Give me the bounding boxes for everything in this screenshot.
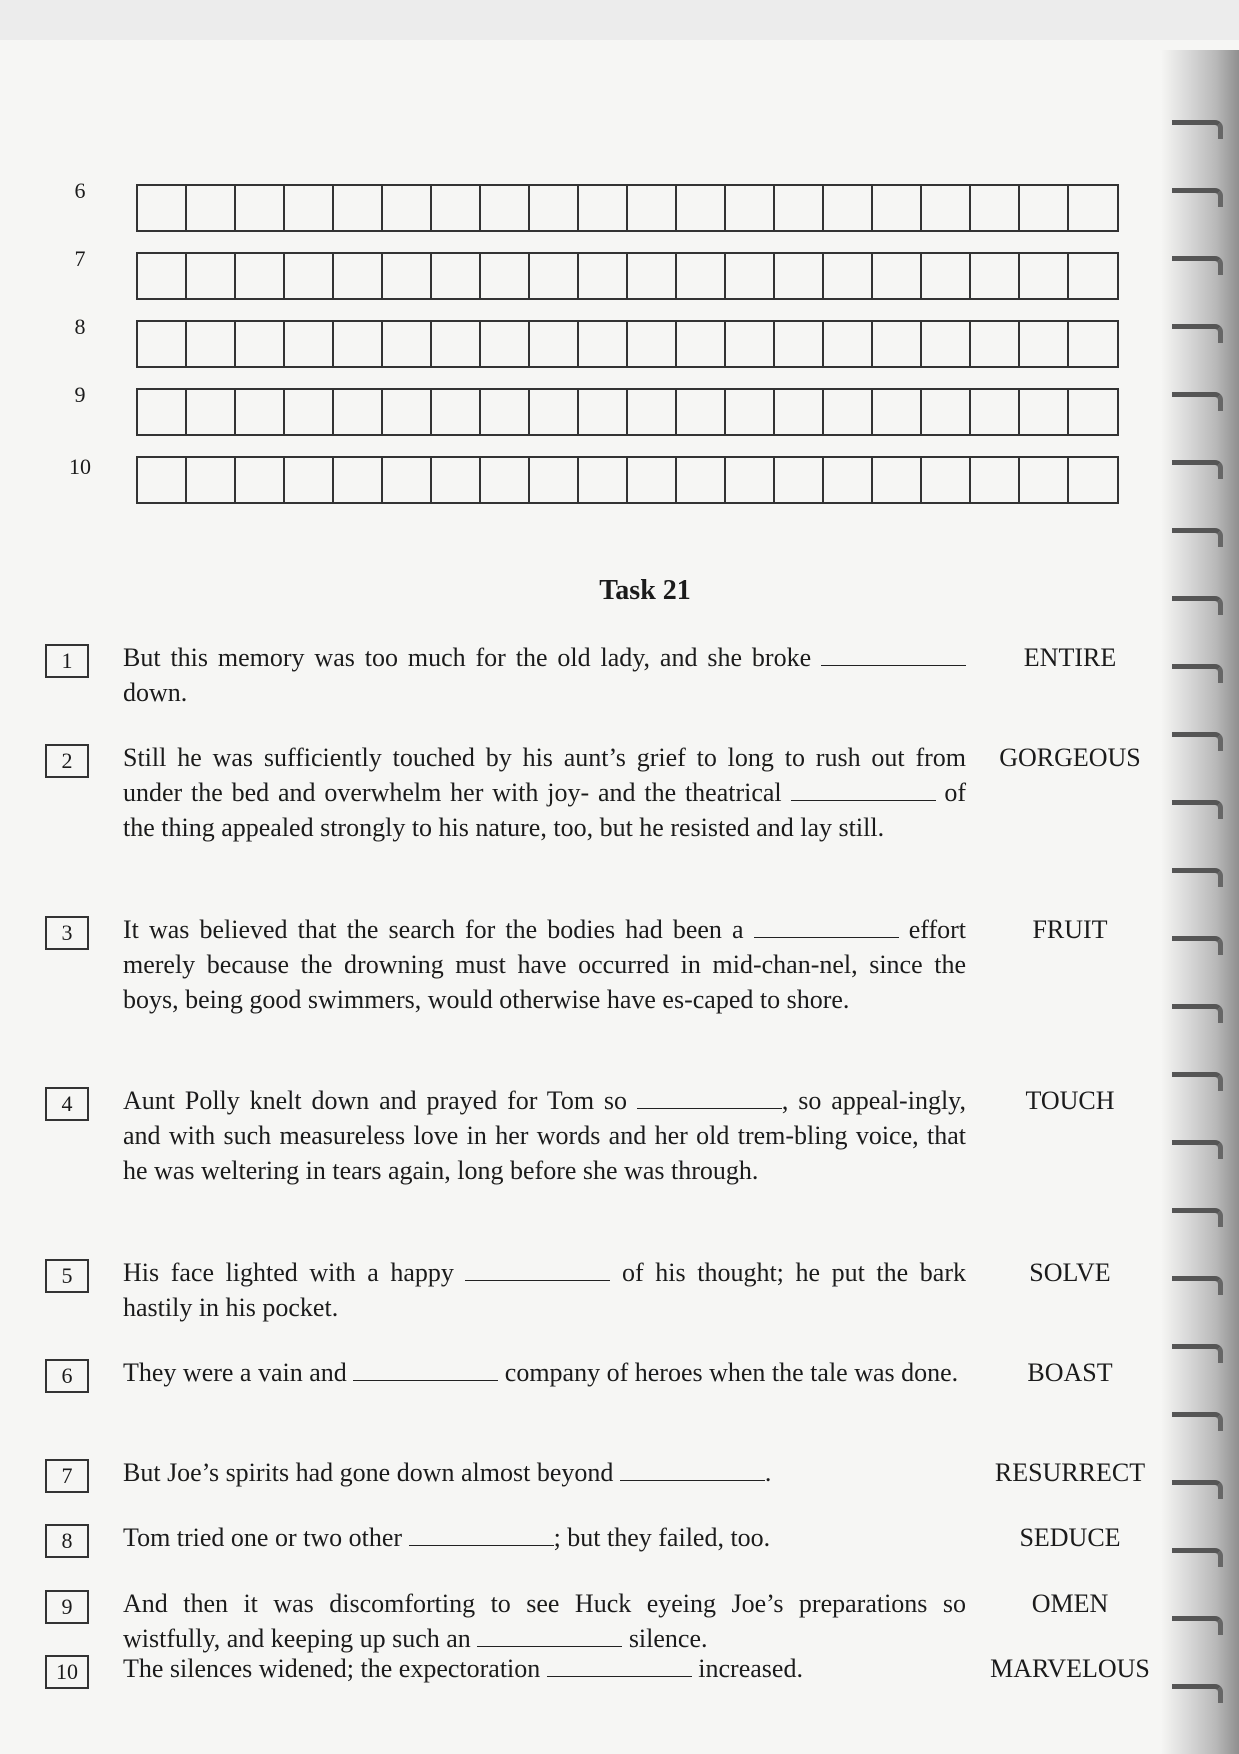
answer-cell[interactable] [922, 254, 971, 298]
answer-gap[interactable] [821, 645, 966, 666]
answer-cell[interactable] [530, 186, 579, 230]
answer-gap[interactable] [409, 1525, 554, 1546]
answer-cell[interactable] [726, 458, 775, 502]
answer-cell[interactable] [138, 186, 187, 230]
answer-row-number: 6 [74, 178, 86, 203]
answer-cell[interactable] [824, 390, 873, 434]
item-keyword: SOLVE [1029, 1258, 1111, 1287]
sentence-before-gap: Aunt Polly knelt down and prayed for Tom so [123, 1086, 637, 1115]
item-keyword: FRUIT [1032, 915, 1108, 944]
answer-cells [136, 320, 1119, 368]
answer-cell[interactable] [1069, 390, 1117, 434]
answer-cell[interactable] [530, 322, 579, 366]
answer-cell[interactable] [628, 186, 677, 230]
answer-cell[interactable] [138, 458, 187, 502]
answer-cell[interactable] [334, 458, 383, 502]
item-number: 10 [45, 1655, 89, 1689]
binding-ring [1172, 732, 1223, 751]
item-sentence [123, 1520, 966, 1555]
answer-cell[interactable] [187, 390, 236, 434]
item-keyword: RESURRECT [994, 1458, 1146, 1487]
answer-cell[interactable] [481, 390, 530, 434]
sentence-after-gap: of the thing appealed strongly to his nature, too, but he resisted and lay still. [123, 778, 966, 842]
answer-cell[interactable] [628, 458, 677, 502]
answer-cell[interactable] [1069, 254, 1117, 298]
answer-cell[interactable] [824, 322, 873, 366]
answer-cell[interactable] [383, 458, 432, 502]
answer-cell[interactable] [677, 254, 726, 298]
answer-cell[interactable] [1020, 254, 1069, 298]
item-number: 8 [45, 1524, 89, 1558]
sentence-after-gap: of his thought; he put the bark hastily in his pocket. [123, 1258, 966, 1322]
sentence-before-gap: His face lighted with a happy [123, 1258, 466, 1287]
answer-grid-row [0, 316, 1239, 366]
answer-cell[interactable] [432, 254, 481, 298]
answer-cell[interactable] [775, 322, 824, 366]
sentence-before-gap: It was believed that the search for the bodies had been a [123, 915, 754, 944]
answer-cell[interactable] [481, 458, 530, 502]
item-keyword: BOAST [1027, 1358, 1113, 1387]
answer-cell[interactable] [775, 458, 824, 502]
answer-cell[interactable] [873, 254, 922, 298]
answer-cell[interactable] [481, 322, 530, 366]
binding-ring [1172, 120, 1223, 139]
binding-ring [1172, 1276, 1223, 1295]
answer-cell[interactable] [873, 458, 922, 502]
binding-ring [1172, 528, 1223, 547]
answer-cell[interactable] [138, 322, 187, 366]
answer-cell[interactable] [236, 458, 285, 502]
answer-cell[interactable] [432, 322, 481, 366]
sentence-after-gap: ; but they failed, too. [553, 1523, 771, 1552]
answer-grid-row [0, 248, 1239, 298]
answer-gap[interactable] [620, 1460, 765, 1481]
answer-cell[interactable] [530, 390, 579, 434]
answer-row-number: 10 [69, 454, 91, 479]
item-number: 4 [45, 1087, 89, 1121]
sentence-after-gap: , so appeal-ingly, and with such measureless love in her words and her old trem-bling voice, that he was weltering in tears again, long before she was through. [123, 1086, 966, 1185]
answer-cell[interactable] [579, 390, 628, 434]
answer-cell[interactable] [138, 254, 187, 298]
answer-cell[interactable] [285, 390, 334, 434]
item-number: 6 [45, 1359, 89, 1393]
answer-cell[interactable] [530, 458, 579, 502]
answer-cell[interactable] [530, 254, 579, 298]
answer-cell[interactable] [971, 254, 1020, 298]
answer-cell[interactable] [873, 322, 922, 366]
answer-cell[interactable] [236, 254, 285, 298]
answer-cell[interactable] [579, 322, 628, 366]
answer-cells [136, 456, 1119, 504]
sentence-after-gap: silence. [622, 1624, 708, 1653]
sentence-before-gap: But this memory was too much for the old lady, and she broke [123, 643, 821, 672]
answer-gap[interactable] [637, 1088, 782, 1109]
answer-row-number: 9 [74, 382, 86, 407]
item-sentence [123, 640, 966, 710]
item-keyword: GORGEOUS [999, 743, 1141, 772]
answer-cell[interactable] [677, 390, 726, 434]
item-number: 1 [45, 644, 89, 678]
answer-cell[interactable] [677, 186, 726, 230]
answer-cell[interactable] [383, 254, 432, 298]
item-number: 7 [45, 1459, 89, 1493]
task-title: Task 21 [599, 575, 691, 606]
answer-cell[interactable] [334, 186, 383, 230]
binding-ring [1172, 1412, 1223, 1431]
binding-ring [1172, 1548, 1223, 1567]
item-keyword: MARVELOUS [990, 1654, 1150, 1683]
item-keyword: TOUCH [1025, 1086, 1115, 1115]
sentence-before-gap: Tom tried one or two other [123, 1523, 409, 1552]
sentence-after-gap: increased. [691, 1654, 803, 1683]
item-sentence [123, 1355, 966, 1390]
answer-gap[interactable] [477, 1626, 622, 1647]
answer-row-number: 8 [74, 314, 86, 339]
sentence-before-gap: They were a vain and [123, 1358, 354, 1387]
answer-cell[interactable] [432, 458, 481, 502]
answer-grid-row [0, 180, 1239, 230]
item-sentence [123, 740, 966, 845]
item-number: 2 [45, 744, 89, 778]
binding-ring [1172, 1684, 1223, 1703]
answer-gap[interactable] [754, 917, 899, 938]
binding-ring [1172, 1140, 1223, 1159]
answer-cell[interactable] [432, 186, 481, 230]
sentence-after-gap: effort merely because the drowning must have occurred in mid-chan-nel, since the boys, being good swimmers, would otherwise have es-caped to shore. [123, 915, 966, 1014]
binding-ring [1172, 1344, 1223, 1363]
item-sentence [123, 1455, 966, 1490]
answer-cell[interactable] [726, 322, 775, 366]
answer-cells [136, 388, 1119, 436]
answer-cell[interactable] [922, 186, 971, 230]
answer-cell[interactable] [824, 186, 873, 230]
scan-top-band [0, 0, 1239, 40]
item-sentence [123, 1083, 966, 1188]
item-sentence [123, 1255, 966, 1325]
answer-cell[interactable] [726, 186, 775, 230]
item-sentence [123, 1586, 966, 1656]
answer-cell[interactable] [726, 390, 775, 434]
answer-cell[interactable] [775, 390, 824, 434]
binding-ring [1172, 664, 1223, 683]
item-keyword: SEDUCE [1019, 1523, 1121, 1552]
answer-cell[interactable] [579, 186, 628, 230]
item-number: 3 [45, 916, 89, 950]
binding-ring [1172, 1208, 1223, 1227]
sentence-after-gap: . [764, 1458, 772, 1487]
answer-cell[interactable] [824, 254, 873, 298]
answer-cell[interactable] [873, 186, 922, 230]
answer-cell[interactable] [1020, 458, 1069, 502]
answer-cell[interactable] [285, 458, 334, 502]
answer-cell[interactable] [628, 322, 677, 366]
item-sentence [123, 912, 966, 1017]
sentence-before-gap: The silences widened; the expectoration [123, 1654, 547, 1683]
sentence-after-gap: company of heroes when the tale was done. [498, 1358, 959, 1387]
answer-cell[interactable] [334, 322, 383, 366]
binding-ring [1172, 936, 1223, 955]
answer-cell[interactable] [187, 458, 236, 502]
answer-cell[interactable] [432, 390, 481, 434]
answer-cell[interactable] [922, 322, 971, 366]
answer-cell[interactable] [971, 390, 1020, 434]
answer-cell[interactable] [481, 254, 530, 298]
answer-cell[interactable] [677, 322, 726, 366]
answer-grid-row [0, 384, 1239, 434]
answer-cell[interactable] [236, 390, 285, 434]
answer-cell[interactable] [1069, 458, 1117, 502]
answer-cell[interactable] [628, 254, 677, 298]
answer-cell[interactable] [971, 458, 1020, 502]
answer-cell[interactable] [187, 254, 236, 298]
sentence-before-gap: Still he was sufficiently touched by his aunt’s grief to long to rush out from under the bed and overwhelm her with joy- and the theatrical [123, 743, 966, 807]
answer-grid-row [0, 452, 1239, 502]
answer-cell[interactable] [579, 458, 628, 502]
answer-cell[interactable] [775, 254, 824, 298]
answer-cell[interactable] [383, 322, 432, 366]
answer-gap[interactable] [353, 1360, 498, 1381]
binding-ring [1172, 868, 1223, 887]
binding-ring [1172, 800, 1223, 819]
answer-cell[interactable] [1020, 322, 1069, 366]
answer-cell[interactable] [383, 186, 432, 230]
sentence-before-gap: But Joe’s spirits had gone down almost beyond [123, 1458, 620, 1487]
answer-cell[interactable] [138, 390, 187, 434]
answer-cell[interactable] [726, 254, 775, 298]
answer-cell[interactable] [334, 390, 383, 434]
binding-ring [1172, 1072, 1223, 1091]
item-number: 5 [45, 1259, 89, 1293]
answer-cell[interactable] [677, 458, 726, 502]
answer-cell[interactable] [187, 322, 236, 366]
answer-cell[interactable] [383, 390, 432, 434]
answer-cell[interactable] [1020, 186, 1069, 230]
answer-cell[interactable] [971, 186, 1020, 230]
answer-cell[interactable] [285, 322, 334, 366]
answer-cell[interactable] [824, 458, 873, 502]
answer-cell[interactable] [187, 186, 236, 230]
binding-ring [1172, 1480, 1223, 1499]
answer-cell[interactable] [579, 254, 628, 298]
answer-cell[interactable] [628, 390, 677, 434]
answer-cell[interactable] [1069, 186, 1117, 230]
answer-cell[interactable] [236, 322, 285, 366]
answer-cell[interactable] [922, 458, 971, 502]
spiral-binding [1161, 50, 1239, 1754]
answer-gap[interactable] [791, 780, 936, 801]
answer-cell[interactable] [971, 322, 1020, 366]
item-keyword: ENTIRE [1023, 643, 1117, 672]
answer-cell[interactable] [1069, 322, 1117, 366]
answer-cells [136, 184, 1119, 232]
answer-cell[interactable] [873, 390, 922, 434]
sentence-before-gap: And then it was discomforting to see Huck eyeing Joe’s preparations so wistfully, and keeping up such an [123, 1589, 966, 1653]
answer-row-number: 7 [74, 246, 86, 271]
answer-cell[interactable] [922, 390, 971, 434]
answer-cell[interactable] [285, 254, 334, 298]
item-sentence [123, 1651, 966, 1686]
item-number: 9 [45, 1590, 89, 1624]
answer-cell[interactable] [481, 186, 530, 230]
answer-gap[interactable] [547, 1656, 692, 1677]
binding-ring [1172, 1004, 1223, 1023]
answer-cell[interactable] [334, 254, 383, 298]
item-keyword: OMEN [1031, 1589, 1109, 1618]
answer-cell[interactable] [1020, 390, 1069, 434]
answer-gap[interactable] [465, 1260, 610, 1281]
binding-ring [1172, 1616, 1223, 1635]
answer-cell[interactable] [236, 186, 285, 230]
answer-cells [136, 252, 1119, 300]
sentence-after-gap: down. [123, 678, 188, 707]
answer-cell[interactable] [775, 186, 824, 230]
answer-cell[interactable] [285, 186, 334, 230]
